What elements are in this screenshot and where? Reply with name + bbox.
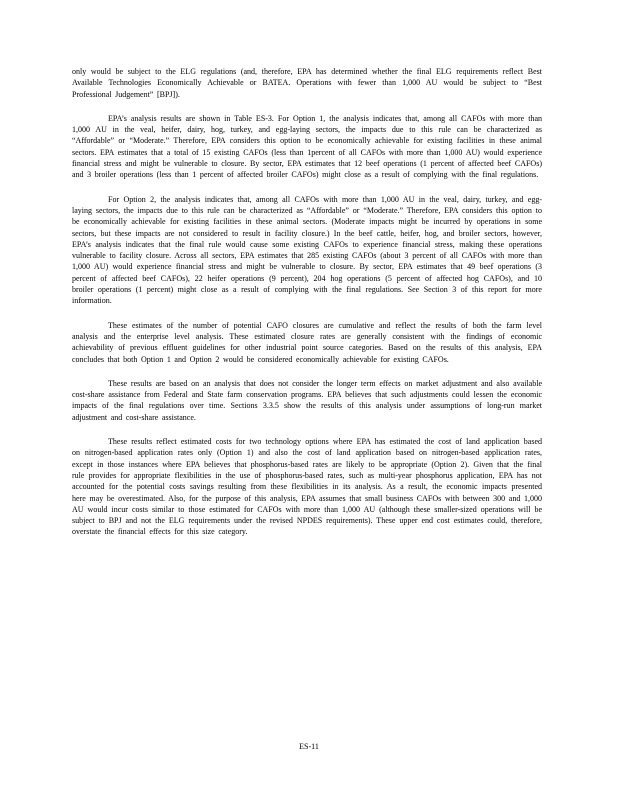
paragraph-technology-options: These results reflect estimated costs for two technology options where EPA has estimated the cost of land application based on nitrogen-based application rates only (Option 1) and also the cost of land application based on nitrogen-based application rates, except in those instances where EPA believes that phosphorus-based rates are likely to be appropriate (Option 2). Given that the final rule provides for appropriate flexibilities in the use of phosphorus-based rates, such as multi-year phosphorus application, EPA has not accounted for the potential costs savings resulting from these flexibilities in its analysis. As a result, the economic impacts presented here may be overestimated. Also, for the purpose of this analysis, EPA assumes that small business CAFOs with between 300 and 1,000 AU would incur costs similar to those estimated for CAFOs with more than 1,000 AU (although these smaller-sized operations will be subject to BPJ and not the ELG requirements under the revised NPDES requirements). These upper end cost estimates could, therefore, overstate the financial effects for this size category. [72,437,542,537]
document-body [72,66,542,538]
paragraph-option1-results: EPA’s analysis results are shown in Table ES-3. For Option 1, the analysis indicates that, among all CAFOs with more than 1,000 AU in the veal, heifer, dairy, hog, turkey, and egg-laying sectors, the impacts due to this rule can be characterized as “Affordable” or “Moderate.” Therefore, EPA considers this option to be economically achievable for existing facilities in these animal sectors. EPA estimates that a total of 15 existing CAFOs (less than 1percent of all CAFOs with more than 1,000 AU) would experience financial stress and might be vulnerable to closure. By sector, EPA estimates that 12 beef operations (1 percent of affected beef CAFOs) and 3 broiler operations (less than 1 percent of affected broiler CAFOs) might close as a result of complying with the final regulations. [72,113,542,180]
paragraph-option2-results: For Option 2, the analysis indicates that, among all CAFOs with more than 1,000 AU in the veal, dairy, turkey, and egg-laying sectors, the impacts due to this rule can be characterized as “Affordable” or “Moderate.” Therefore, EPA considers this option to be economically achievable for existing facilities in these animal sectors. (Moderate impacts might be incurred by operations in some sectors, but these impacts are not considered to result in facility closure.) In the beef cattle, heifer, hog, and broiler sectors, however, EPA’s analysis indicates that the final rule would cause some existing CAFOs to experience financial stress, making these operations vulnerable to facility closure. Across all sectors, EPA estimates that 285 existing CAFOs (about 3 percent of all CAFOs with more than 1,000 AU) would experience financial stress and might be vulnerable to closure. By sector, EPA estimates that 49 beef operations (3 percent of affected beef CAFOs), 22 heifer operations (9 percent), 204 hog operations (5 percent of affected hog CAFOs), and 10 broiler operations (1 percent) might close as a result of complying with the final regulations. See Section 3 of this report for more information. [72,194,542,306]
paragraph-continuation: only would be subject to the ELG regulations (and, therefore, EPA has determined whether the final ELG requirements reflect Best Available Technologies Economically Achievable or BATEA. Operations with fewer than 1,000 AU would be subject to “Best Professional Judgement” [BPJ]). [72,67,542,99]
paragraph-closure-estimates: These estimates of the number of potential CAFO closures are cumulative and reflect the results of both the farm level analysis and the enterprise level analysis. These estimated closure rates are generally consistent with the findings of economic achievability of previous effluent guidelines for other industrial point source categories. Based on the results of this analysis, EPA concludes that both Option 1 and Option 2 would be considered economically achievable for existing CAFOs. [72,320,542,364]
page-number: ES-11 [299,742,319,751]
paragraph-market-adjustment: These results are based on an analysis that does not consider the longer term effects on market adjustment and also available cost-share assistance from Federal and State farm conservation programs. EPA believes that such adjustments could lessen the economic impacts of the final regulations over time. Sections 3.3.5 show the results of this analysis under assumptions of long-run market adjustment and cost-share assistance. [72,378,542,422]
